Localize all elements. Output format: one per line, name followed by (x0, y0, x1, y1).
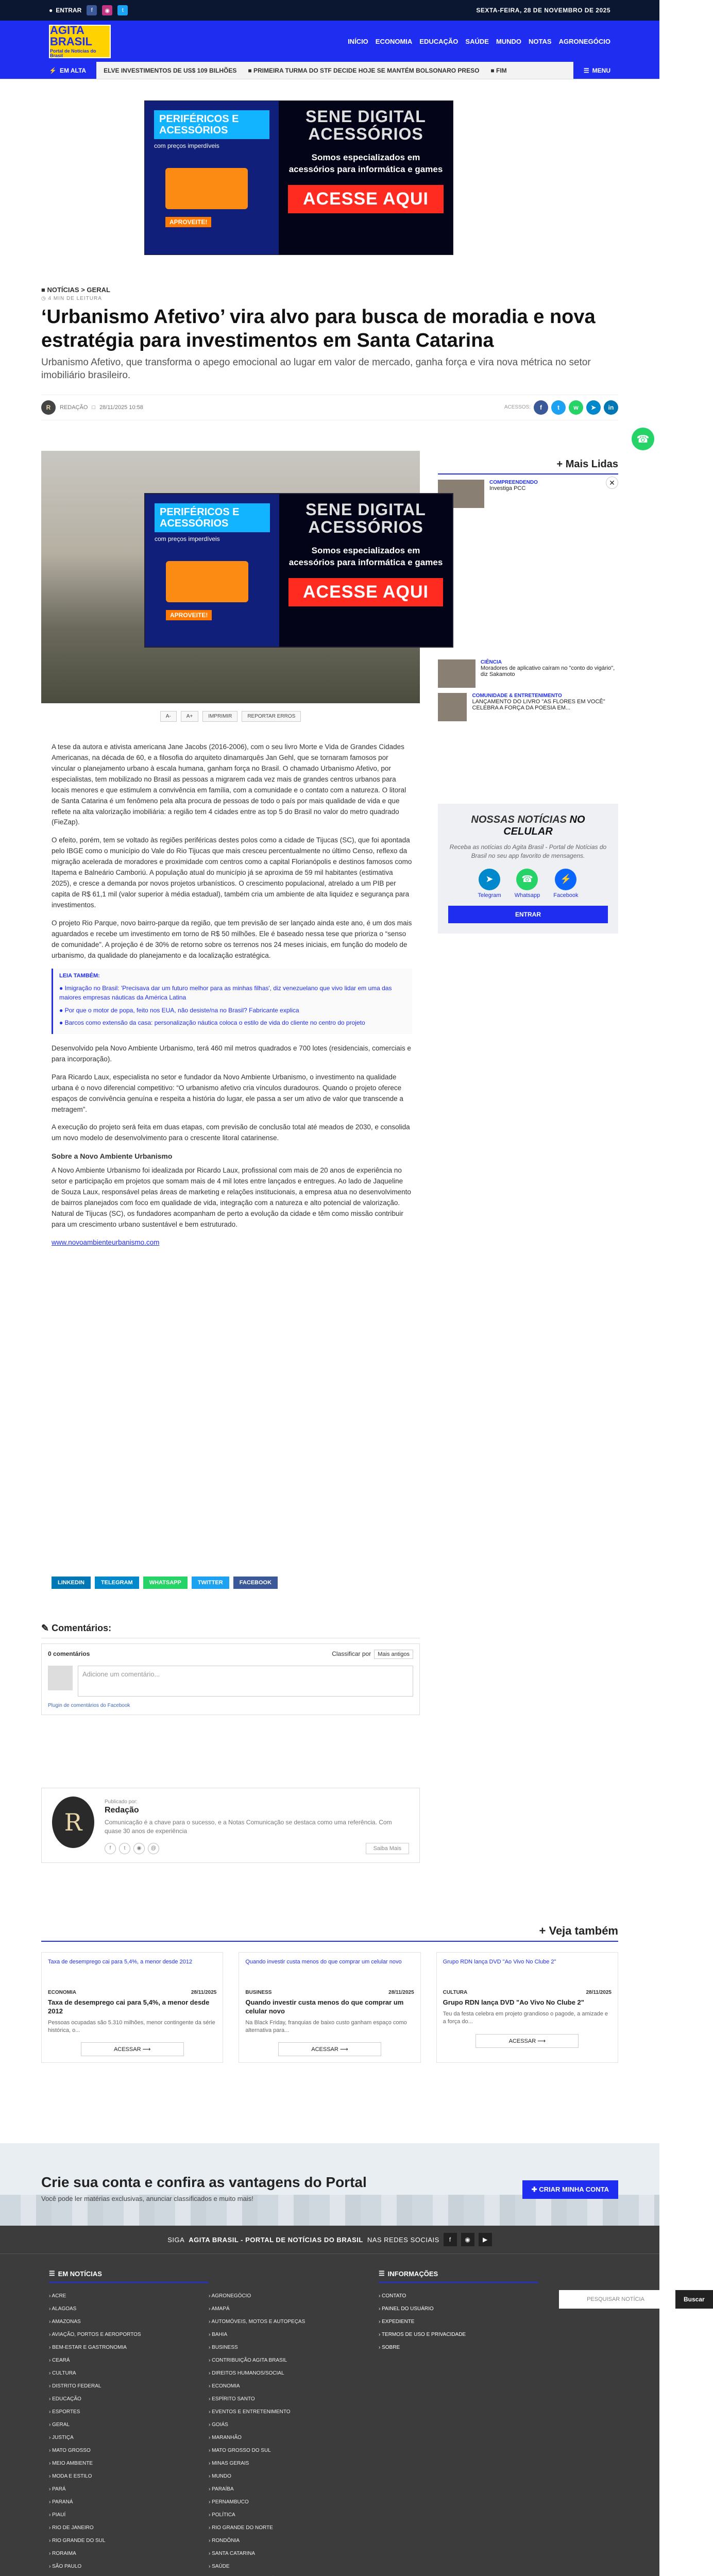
footer-link[interactable]: › MINAS GERAIS (209, 2461, 249, 2466)
author-box (41, 1788, 420, 1863)
current-date: SEXTA-FEIRA, 28 DE NOVEMBRO DE 2025 (476, 7, 610, 14)
footer-link[interactable]: › MATO GROSSO (49, 2448, 91, 2453)
comments-title: ✎ Comentários: (41, 1623, 420, 1638)
ad-body: Somos especializados em acessórios para informática e games (288, 152, 443, 175)
tag-icon: ■ (41, 286, 45, 294)
nav-item-educacao[interactable]: EDUCAÇÃO (419, 37, 459, 45)
trending-ticker (0, 62, 659, 79)
user-icon: ● (49, 7, 53, 14)
paragraph: O efeito, porém, tem se voltado às regiões periféricas destes polos como a cidade de Tijucas (SC), que foi apontada pelo IBGE como o município do Vale do Rio Tijucas que mais cresceu percentualmente no último Censo, reflexo da migração acelerada de moradores e proximidade com centros como a capital Florianópolis e destinos famosos como Itapema e Balneário Camboriú. A população atual do município já se aproxima de 59 mil habitantes (estimativa 2025), e cresce a demanda por novos projetos urbanísticos. O crescimento populacional, atrelado a um PIB per capita de R$ 61,1 mil (valor superior à média estadual), também cria um ambiente de alta liquidez e segurança para investimentos. (52, 836, 412, 909)
list-item[interactable]: COMUNIDADE & ENTRETENIMENTO LANÇAMENTO DO LIVRO "AS FLORES EM VOCÊ" CELEBRA A FORÇA DA POESIA EM... (438, 693, 618, 721)
footer-social: SIGA AGITA BRASIL - PORTAL DE NOTÍCIAS DO BRASIL NAS REDES SOCIAIS f ◉ ▶ (0, 2226, 659, 2254)
footer-link[interactable]: › PIAUÍ (49, 2512, 66, 2518)
ad-badge: APROVEITE! (166, 610, 212, 620)
facebook-plugin-link[interactable]: Plugin de comentários do Facebook (48, 1703, 130, 1708)
external-link[interactable]: www.novoambienteurbanismo.com (52, 1238, 160, 1246)
sort-select[interactable]: Mais antigos (374, 1650, 413, 1659)
footer-link[interactable]: › DISTRITO FEDERAL (49, 2383, 101, 2389)
footer-link[interactable]: › AGRONEGÓCIO (209, 2293, 251, 2299)
footer-info-column (379, 2269, 538, 2576)
twitter-share-icon[interactable]: t (551, 400, 566, 415)
ad-left-sub: com preços imperdíveis (155, 535, 220, 543)
linkedin-share-icon[interactable]: in (604, 400, 618, 415)
footer-link[interactable]: › SÃO PAULO (49, 2564, 82, 2569)
footer-link[interactable]: › RIO DE JANEIRO (49, 2525, 94, 2531)
clock-icon: ◷ (41, 296, 46, 301)
card-excerpt: Na Black Friday, franquias de baixo custo ganham espaço como alternativa para... (245, 2019, 407, 2033)
footer-link[interactable]: › MARANHÃO (209, 2435, 242, 2441)
cta-title: Crie sua conta e confira as vantagens do Portal (41, 2174, 367, 2190)
footer-link[interactable]: › AVIAÇÃO, PORTOS E AEROPORTOS (49, 2332, 141, 2337)
list-item[interactable]: COMPREENDENDO Investiga PCC (438, 480, 618, 508)
whatsapp-float-icon[interactable]: ☎ (632, 428, 654, 450)
avatar[interactable]: R (52, 1797, 94, 1848)
footer-link[interactable]: › ACRE (49, 2293, 66, 2299)
facebook-icon[interactable]: f (87, 5, 97, 15)
footer-link[interactable]: › AMAPÁ (209, 2306, 230, 2312)
list-icon: ☰ (49, 2269, 55, 2277)
footer-link[interactable]: › TERMOS DE USO E PRIVACIDADE (379, 2332, 466, 2337)
author-bio: Comunicação é a chave para o sucesso, e a Notas Comunicação se destaca como uma referência. Com quase 30 anos de experiência (104, 1819, 392, 1835)
more-button[interactable]: Saiba Mais (366, 1843, 409, 1854)
create-account-button[interactable]: ✚ CRIAR MINHA CONTA (522, 2180, 618, 2199)
ad-cta-button[interactable]: ACESSE AQUI (288, 578, 443, 606)
author-name[interactable]: Redação (104, 1806, 139, 1815)
footer-link[interactable]: › PERNAMBUCO (209, 2499, 249, 2505)
thumbnail (438, 693, 467, 721)
article-tools (41, 711, 420, 722)
footer-news-title: ☰ EM NOTÍCIAS (49, 2269, 209, 2283)
read-also-title: LEIA TAMBÉM: (59, 972, 100, 979)
newsletter-box (438, 804, 618, 934)
access-button[interactable]: ACESSAR ⟶ (81, 2042, 184, 2056)
facebook-button[interactable]: FACEBOOK (233, 1577, 278, 1589)
published-by-label: Publicado por: (104, 1799, 138, 1805)
breadcrumb[interactable]: ■ NOTÍCIAS > GERAL (41, 286, 110, 294)
see-also-title: + Veja também (41, 1924, 618, 1942)
twitter-icon[interactable]: t (119, 1843, 130, 1854)
nav-item-notas[interactable]: NOTAS (529, 37, 552, 45)
news-card[interactable]: Taxa de desemprego cai para 5,4%, a menor desde 2012 ECONOMIA 28/11/2025 Taxa de desemprego cai para 5,4%, a menor desde 2012 Pessoas ocupadas são 5.310 milhões, menor contingente da série histórica, o... ACESSAR ⟶ (41, 1952, 223, 2063)
footer-link[interactable]: › MATO GROSSO DO SUL (209, 2448, 271, 2453)
footer-link[interactable]: › MEIO AMBIENTE (49, 2461, 93, 2466)
ad-brand: SENE DIGITAL ACESSÓRIOS (305, 500, 426, 536)
instagram-icon[interactable]: ◉ (102, 5, 112, 15)
see-also-section (41, 1924, 618, 2063)
footer-link[interactable]: › BEM-ESTAR E GASTRONOMIA (49, 2345, 127, 2350)
menu-button[interactable]: ☰ MENU (573, 62, 659, 79)
footer-link[interactable]: › SANTA CATARINA (209, 2551, 256, 2556)
section-heading: Sobre a Novo Ambiente Urbanismo (52, 1152, 173, 1161)
footer-link[interactable]: › MUNDO (209, 2473, 231, 2479)
main-nav (348, 38, 610, 45)
footer-link[interactable]: › CONTRIBUIÇÃO AGITA BRASIL (209, 2358, 287, 2363)
ad-cta-button[interactable]: ACESSE AQUI (288, 185, 444, 213)
facebook-icon[interactable]: f (105, 1843, 116, 1854)
most-read-list (438, 654, 618, 721)
article-body (52, 742, 412, 1255)
footer-link[interactable]: › CEARÁ (49, 2358, 70, 2363)
nav-item-mundo[interactable]: MUNDO (496, 37, 522, 45)
footer-link[interactable]: › PAINEL DO USUÁRIO (379, 2306, 434, 2312)
comment-count: 0 comentários (48, 1650, 90, 1657)
author-name[interactable]: REDAÇÃO (60, 404, 88, 411)
newsletter-title: NOSSAS NOTÍCIAS NO CELULAR (471, 814, 585, 837)
user-avatar (48, 1666, 73, 1690)
footer-link[interactable]: › RIO GRANDE DO NORTE (209, 2525, 273, 2531)
hamburger-icon: ☰ (583, 66, 589, 74)
footer-info-title: ☰ INFORMAÇÕES (379, 2269, 538, 2283)
footer-link[interactable]: › DIREITOS HUMANOS/SOCIAL (209, 2370, 284, 2376)
footer-link[interactable]: › GERAL (49, 2422, 70, 2428)
linkedin-button[interactable]: LINKEDIN (52, 1577, 91, 1589)
footer-search-button[interactable]: Buscar (675, 2290, 713, 2309)
most-read-title: + Mais Lidas (438, 459, 618, 474)
read-also-link[interactable]: ● Por que o motor de popa, feito nos EUA, não desiste/na no Brasil? Fabricante explica (59, 1006, 299, 1014)
footer-info-list (379, 2293, 538, 2350)
list-icon: ☰ (379, 2269, 385, 2277)
read-also-box (52, 969, 412, 1034)
card-excerpt: Pessoas ocupadas são 5.310 milhões, menor contingente da série histórica, o... (48, 2019, 215, 2033)
card-image: Grupo RDN lança DVD "Ao Vivo No Clube 2" (443, 1959, 556, 1965)
paragraph: A execução do projeto será feita em duas etapas, com previsão de conclusão total até meados de 2030, e consolida um novo modelo de desenvolvimento para o crescente litoral catarinense. (52, 1123, 410, 1142)
cta-text: Você pode ler matérias exclusivas, anunciar classificados e muito mais! (41, 2195, 253, 2202)
ad-badge: APROVEITE! (165, 217, 211, 227)
site-footer (0, 2226, 705, 2576)
telegram-app[interactable]: ➤ Telegram (478, 869, 501, 899)
footer-link[interactable]: › POLÍTICA (209, 2512, 235, 2518)
footer-search-input[interactable]: PESQUISAR NOTÍCIA (559, 2290, 672, 2309)
paragraph: A Novo Ambiente Urbanismo foi idealizada por Ricardo Laux, profissional com mais de 20 anos de experiência no setor e participação em projetos que somam mais de 4 mil lotes entre lançados e entregues. Ao lado de Jaqueline de Souza Laux, responsável pelas áreas de marketing e relações institucionais, a empresa atua no desenvolvimento de bairros planejados com foco em qualidade de vida, integração com a natureza e alto potencial de valorização. Natural de Tijucas (SC), os fundadores acompanham de perto a evolução da cidade e têm como missão contribuir para um crescimento urbano sustentável e bem estruturado. (52, 1166, 411, 1228)
sort-label: Classificar por (332, 1650, 371, 1657)
comment-icon: ✎ (41, 1623, 49, 1633)
comments-section (41, 1623, 420, 1715)
youtube-icon[interactable]: ▶ (479, 2233, 492, 2246)
ad-body: Somos especializados em acessórios para informática e games (288, 546, 443, 568)
footer-link[interactable]: › EXPEDIENTE (379, 2319, 415, 2325)
arrow-right-icon: ⟶ (142, 2046, 151, 2053)
access-button[interactable]: ACESSAR ⟶ (278, 2042, 381, 2056)
nav-item-saude[interactable]: SAÚDE (465, 37, 489, 45)
facebook-app[interactable]: ⚡ Facebook (553, 869, 578, 899)
footer-link[interactable]: › EDUCAÇÃO (49, 2396, 81, 2402)
telegram-share-icon[interactable]: ➤ (586, 400, 601, 415)
footer-news-list (49, 2293, 358, 2576)
arrow-right-icon: ⟶ (339, 2046, 348, 2053)
logo-tagline: Portal de Notícias do Brasil (50, 48, 96, 58)
ad-left-sub: com preços imperdíveis (154, 142, 219, 149)
author-avatar[interactable]: R (41, 400, 56, 415)
footer-link[interactable]: › AUTOMÓVEIS, MOTOS E AUTOPEÇAS (209, 2319, 305, 2325)
footer-link[interactable]: › PARAÍBA (209, 2486, 234, 2492)
footer-link[interactable]: › ESPÍRITO SANTO (209, 2396, 255, 2402)
whatsapp-button[interactable]: WHATSAPP (143, 1577, 188, 1589)
ticker-item[interactable]: ELVE INVESTIMENTOS DE US$ 109 BILHÕES (104, 66, 237, 74)
instagram-icon[interactable]: ◉ (461, 2233, 474, 2246)
paragraph: O projeto Rio Parque, novo bairro-parque da região, que tem previsão de ser lançado ainda este ano, é um dos mais aguardados e recebe um investimento em torno de R$ 50 milhões. Ele é baseado nessa tese que prioriza o “senso de comunidade”. A projeção é de 30% de retorno sobre os terrenos nos 24 meses iniciais, em função do modelo de urbanismo, da qualidade do planejamento e da localização estratégica. (52, 919, 412, 959)
footer-link[interactable]: › JUSTIÇA (49, 2435, 74, 2441)
read-also-link[interactable]: ● Barcos como extensão da casa: personalização náutica coloca o estilo de vida do cliente no centro do projeto (59, 1019, 365, 1027)
card-title[interactable]: Grupo RDN lança DVD "Ao Vivo No Clube 2" (443, 1998, 584, 2006)
most-read-sidebar (438, 459, 618, 508)
footer-link[interactable]: › MODA E ESTILO (49, 2473, 92, 2479)
read-also-link[interactable]: ● Imigração no Brasil: 'Precisava dar um futuro melhor para as minhas filhas', diz venezuelano que vivo lidar em uma das maiores empresas náuticas da América Latina (59, 984, 392, 1002)
newsletter-text: Receba as notícias do Agita Brasil - Portal de Notícias do Brasil no seu app favorito de mensagens. (449, 843, 607, 859)
read-time: ◷ 4 MIN DE LEITURA (41, 296, 102, 301)
twitter-button[interactable]: TWITTER (192, 1577, 229, 1589)
ad-left-title: PERIFÉRICOS E ACESSÓRIOS (154, 110, 269, 139)
whatsapp-app[interactable]: ☎ Whatsapp (515, 869, 540, 899)
arrow-right-icon: ⟶ (537, 2038, 546, 2044)
card-excerpt: Teu da festa celebra em projeto grandioso o pagode, a amizade e a força do... (443, 2010, 608, 2025)
footer-link[interactable]: › ESPORTES (49, 2409, 80, 2415)
twitter-icon[interactable]: t (117, 5, 128, 15)
ticker-item[interactable]: ■ FIM (490, 66, 507, 74)
facebook-icon[interactable]: f (444, 2233, 457, 2246)
email-icon[interactable]: @ (148, 1843, 159, 1854)
footer-link[interactable]: › BAHIA (209, 2332, 228, 2337)
publish-date: 28/11/2025 10:58 (99, 404, 143, 411)
card-title[interactable]: Taxa de desemprego cai para 5,4%, a menor desde 2012 (48, 1998, 210, 2015)
article-header (41, 286, 618, 420)
footer-link[interactable]: › ECONOMIA (209, 2383, 240, 2389)
footer-link[interactable]: › GOIÁS (209, 2422, 228, 2428)
footer-link[interactable]: › EVENTOS E ENTRETENIMENTO (209, 2409, 291, 2415)
views-label: ACESSOS: (504, 404, 531, 411)
paragraph: A tese da autora e ativista americana Jane Jacobs (2016-2006), com o seu livro Morte e Vida de Grandes Cidades Americanas, na década de 60, e a filosofia do arquiteto dinamarquês Jan Gehl, que se tornaram famosos por vincular o planejamento urbano à escala humana, ganham força no Brasil. O chamado Urbanismo Afetivo, por especialistas, tem mobilizado no Brasil as pessoas a migrarem cada vez mais de grandes centros urbanos para locais menores e que estimulem a convivência em família, com a comunidade e o contato com a natureza. O litoral de Santa Catarina é um fenômeno pela alta procura de pessoas de todo o país por mais qualidade de vida e que reflete na alta valorização imobiliária: a região tem 4 cidades entre as top 5 do Brasil no valor do metro quadrado (FieZap). (52, 743, 406, 826)
news-card[interactable]: Quando investir custa menos do que comprar um celular novo BUSINESS 28/11/2025 Quando investir custa menos do que comprar um celular novo Na Black Friday, franquias de baixo custo ganham espaço como alternativa para... ACESSAR ⟶ (239, 1952, 420, 2063)
footer-search-column (559, 2269, 713, 2576)
calendar-icon: □ (92, 404, 96, 411)
ad-brand: SENE DIGITAL ACESSÓRIOS (305, 107, 426, 143)
footer-link[interactable]: › SAÚDE (209, 2564, 230, 2569)
card-title[interactable]: Quando investir custa menos do que comprar um celular novo (245, 1998, 404, 2015)
footer-link[interactable]: › RONDÔNIA (209, 2538, 240, 2544)
nav-item-economia[interactable]: ECONOMIA (375, 37, 413, 45)
user-plus-icon: ✚ (531, 2185, 537, 2193)
footer-link[interactable]: › RORAIMA (49, 2551, 76, 2556)
facebook-share-icon[interactable]: f (534, 400, 548, 415)
footer-link[interactable]: › SOBRE (379, 2345, 400, 2350)
thumbnail (438, 659, 476, 688)
ad-left-title: PERIFÉRICOS E ACESSÓRIOS (155, 503, 270, 532)
footer-link[interactable]: › CONTATO (379, 2293, 406, 2299)
footer-link[interactable]: › BUSINESS (209, 2345, 238, 2350)
banner-ad-top[interactable] (144, 100, 453, 255)
print-button[interactable]: IMPRIMIR (202, 711, 237, 722)
news-card[interactable]: Grupo RDN lança DVD "Ao Vivo No Clube 2" CULTURA 28/11/2025 Grupo RDN lança DVD "Ao Vivo No Clube 2" Teu da festa celebra em projeto grandioso o pagode, a amizade e a força do... ACESSAR ⟶ (436, 1952, 618, 2063)
trending-icon: ⚡ (49, 66, 57, 74)
signup-cta-band (0, 2143, 659, 2226)
footer-link[interactable]: › ALAGOAS (49, 2306, 77, 2312)
facebook-comments (41, 1643, 420, 1715)
share-buttons (504, 400, 618, 415)
ticker-label: ⚡ EM ALTA (0, 62, 96, 79)
footer-link[interactable]: › CULTURA (49, 2370, 76, 2376)
footer-link[interactable]: › AMAZONAS (49, 2319, 81, 2325)
paragraph: Desenvolvido pela Novo Ambiente Urbanismo, terá 460 mil metros quadrados e 700 lotes (residenciais, comerciais e para incorporação). (52, 1044, 411, 1063)
page-title: ‘Urbanismo Afetivo’ vira alvo para busca de moradia e nova estratégia para investimentos em Santa Catarina (41, 306, 596, 351)
card-image: Taxa de desemprego cai para 5,4%, a menor desde 2012 (48, 1959, 193, 1965)
access-button[interactable]: ACESSAR ⟶ (476, 2034, 579, 2048)
login-button[interactable]: ● ENTRAR (49, 7, 82, 14)
footer-news-column (49, 2269, 358, 2576)
font-decrease-button[interactable]: A- (160, 711, 177, 722)
footer-link[interactable]: › RIO GRANDE DO SUL (49, 2538, 106, 2544)
telegram-button[interactable]: TELEGRAM (95, 1577, 139, 1589)
paragraph: Para Ricardo Laux, especialista no setor e fundador da Novo Ambiente Urbanismo, o investimento na qualidade urbana é o novo diferencial competitivo: “O urbanismo afetivo cria vínculos duradouros. Quando o projeto oferece espaços de convivência genuína e respeita a história do lugar, ele passa a ser um ativo de valor que transcende a metragem”. (52, 1073, 403, 1113)
comment-input[interactable]: Adicione um comentário... (78, 1666, 413, 1697)
report-error-button[interactable]: REPORTAR ERROS (242, 711, 301, 722)
site-logo[interactable] (49, 25, 111, 58)
instagram-icon[interactable]: ◉ (133, 1843, 145, 1854)
footer-link[interactable]: › PARÁ (49, 2486, 66, 2492)
logo-name: AGITA BRASIL (50, 23, 92, 48)
ticker-item[interactable]: ■ PRIMEIRA TURMA DO STF DECIDE HOJE SE MANTÉM BOLSONARO PRESO (248, 66, 480, 74)
telegram-icon: ➤ (479, 869, 500, 890)
article-meta (41, 395, 618, 420)
whatsapp-icon: ☎ (516, 869, 538, 890)
nav-item-inicio[interactable]: INÍCIO (348, 37, 368, 45)
product-image (166, 561, 248, 602)
top-bar (0, 0, 659, 21)
messenger-icon: ⚡ (555, 869, 576, 890)
close-ad-icon[interactable]: ✕ (606, 477, 618, 489)
banner-ad-sticky[interactable] (144, 493, 453, 648)
nav-item-agronegocio[interactable]: AGRONEGÓCIO (558, 37, 610, 45)
footer-link[interactable]: › PARANÁ (49, 2499, 73, 2505)
newsletter-enter-button[interactable]: ENTRAR (448, 906, 608, 923)
whatsapp-share-icon[interactable]: w (569, 400, 583, 415)
product-image (165, 168, 248, 209)
card-image: Quando investir custa menos do que comprar um celular novo (245, 1959, 402, 1965)
list-item[interactable]: CIÊNCIA Moradores de aplicativo caíram no "conto do vigário", diz Sakamoto (438, 659, 618, 688)
font-increase-button[interactable]: A+ (181, 711, 199, 722)
bottom-share-bar (52, 1577, 278, 1589)
site-header (0, 21, 659, 62)
article-subtitle: Urbanismo Afetivo, que transforma o apego emocional ao lugar em valor de mercado, ganha força e vira nova métrica no setor imobiliário brasileiro. (41, 357, 591, 381)
